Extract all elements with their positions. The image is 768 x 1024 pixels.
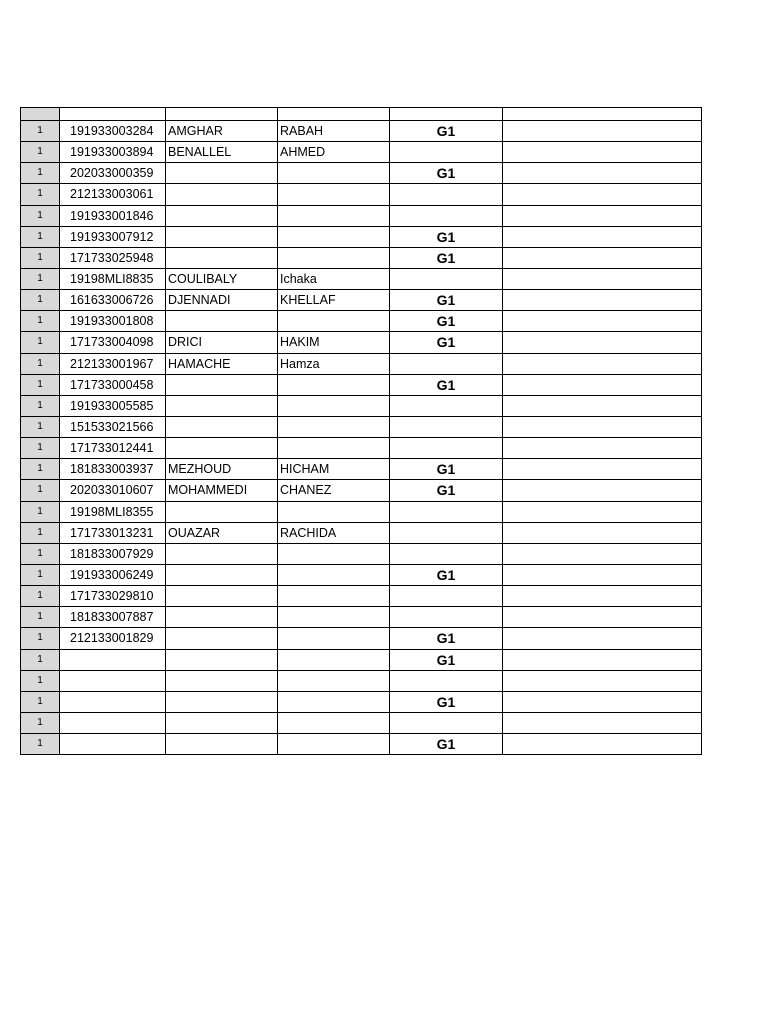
student-id-cell: 191933003284 bbox=[60, 121, 166, 142]
table-row bbox=[21, 459, 702, 480]
last-name-cell bbox=[166, 649, 278, 670]
first-name-cell: RABAH bbox=[278, 121, 390, 142]
row-number-cell: 1 bbox=[21, 543, 60, 564]
table-header-row bbox=[21, 108, 702, 121]
empty-cell bbox=[503, 353, 702, 374]
student-id-cell: 191933001846 bbox=[60, 205, 166, 226]
empty-cell bbox=[503, 142, 702, 163]
group-cell bbox=[390, 712, 503, 733]
group-cell: G1 bbox=[390, 459, 503, 480]
group-cell bbox=[390, 353, 503, 374]
first-name-cell bbox=[278, 438, 390, 459]
first-name-cell: Ichaka bbox=[278, 268, 390, 289]
table-row bbox=[21, 522, 702, 543]
group-cell bbox=[390, 268, 503, 289]
row-number-cell: 1 bbox=[21, 734, 60, 755]
student-id-cell: 181833003937 bbox=[60, 459, 166, 480]
empty-cell bbox=[503, 184, 702, 205]
table-row bbox=[21, 607, 702, 628]
group-cell bbox=[390, 607, 503, 628]
row-number-cell: 1 bbox=[21, 247, 60, 268]
last-name-cell bbox=[166, 438, 278, 459]
last-name-cell: AMGHAR bbox=[166, 121, 278, 142]
student-id-cell: 191933003894 bbox=[60, 142, 166, 163]
last-name-cell: DRICI bbox=[166, 332, 278, 353]
table-row bbox=[21, 226, 702, 247]
empty-cell bbox=[503, 290, 702, 311]
row-number-cell: 1 bbox=[21, 268, 60, 289]
first-name-cell bbox=[278, 734, 390, 755]
row-number-cell: 1 bbox=[21, 586, 60, 607]
first-name-cell bbox=[278, 226, 390, 247]
group-cell: G1 bbox=[390, 290, 503, 311]
empty-cell bbox=[503, 649, 702, 670]
group-cell: G1 bbox=[390, 332, 503, 353]
last-name-cell bbox=[166, 586, 278, 607]
table-row bbox=[21, 670, 702, 691]
group-cell bbox=[390, 543, 503, 564]
student-id-cell: 171733012441 bbox=[60, 438, 166, 459]
first-name-cell bbox=[278, 607, 390, 628]
first-name-cell bbox=[278, 628, 390, 649]
empty-cell bbox=[503, 163, 702, 184]
student-table bbox=[20, 107, 702, 755]
table-row bbox=[21, 586, 702, 607]
group-cell bbox=[390, 142, 503, 163]
student-id-cell: 181833007887 bbox=[60, 607, 166, 628]
first-name-cell bbox=[278, 670, 390, 691]
last-name-cell bbox=[166, 163, 278, 184]
last-name-cell bbox=[166, 226, 278, 247]
group-cell bbox=[390, 416, 503, 437]
last-name-cell bbox=[166, 247, 278, 268]
student-id-cell bbox=[60, 670, 166, 691]
row-number-cell: 1 bbox=[21, 607, 60, 628]
student-id-cell bbox=[60, 734, 166, 755]
last-name-cell: MEZHOUD bbox=[166, 459, 278, 480]
first-name-cell bbox=[278, 395, 390, 416]
row-number-cell: 1 bbox=[21, 395, 60, 416]
row-number-cell: 1 bbox=[21, 480, 60, 501]
last-name-cell: BENALLEL bbox=[166, 142, 278, 163]
table-row bbox=[21, 501, 702, 522]
row-number-cell: 1 bbox=[21, 374, 60, 395]
group-cell bbox=[390, 184, 503, 205]
first-name-cell: HAKIM bbox=[278, 332, 390, 353]
first-name-cell: KHELLAF bbox=[278, 290, 390, 311]
empty-cell bbox=[503, 734, 702, 755]
row-number-cell: 1 bbox=[21, 564, 60, 585]
last-name-cell bbox=[166, 607, 278, 628]
last-name-cell: DJENNADI bbox=[166, 290, 278, 311]
empty-cell bbox=[503, 121, 702, 142]
last-name-cell: OUAZAR bbox=[166, 522, 278, 543]
last-name-cell bbox=[166, 501, 278, 522]
last-name-cell bbox=[166, 395, 278, 416]
table-body bbox=[21, 108, 702, 755]
student-id-cell: 191933006249 bbox=[60, 564, 166, 585]
empty-cell bbox=[503, 438, 702, 459]
last-name-cell bbox=[166, 670, 278, 691]
first-name-cell bbox=[278, 564, 390, 585]
row-number-cell: 1 bbox=[21, 353, 60, 374]
group-cell: G1 bbox=[390, 163, 503, 184]
table-row bbox=[21, 416, 702, 437]
empty-cell bbox=[503, 501, 702, 522]
last-name-cell bbox=[166, 311, 278, 332]
group-cell: G1 bbox=[390, 226, 503, 247]
student-id-cell: 161633006726 bbox=[60, 290, 166, 311]
last-name-cell bbox=[166, 712, 278, 733]
first-name-cell bbox=[278, 205, 390, 226]
empty-cell bbox=[503, 586, 702, 607]
empty-cell bbox=[503, 480, 702, 501]
last-name-cell bbox=[166, 416, 278, 437]
empty-cell bbox=[503, 247, 702, 268]
first-name-cell bbox=[278, 543, 390, 564]
first-name-cell bbox=[278, 163, 390, 184]
table-row bbox=[21, 142, 702, 163]
first-name-cell: AHMED bbox=[278, 142, 390, 163]
first-name-cell bbox=[278, 649, 390, 670]
table-row bbox=[21, 205, 702, 226]
first-name-cell bbox=[278, 374, 390, 395]
group-cell: G1 bbox=[390, 628, 503, 649]
row-number-cell: 1 bbox=[21, 649, 60, 670]
group-cell: G1 bbox=[390, 480, 503, 501]
student-id-cell: 171733000458 bbox=[60, 374, 166, 395]
table-row bbox=[21, 712, 702, 733]
empty-cell bbox=[503, 311, 702, 332]
student-id-cell bbox=[60, 649, 166, 670]
row-number-cell: 1 bbox=[21, 142, 60, 163]
first-name-cell bbox=[278, 311, 390, 332]
first-name-cell: RACHIDA bbox=[278, 522, 390, 543]
group-cell: G1 bbox=[390, 734, 503, 755]
student-id-cell: 19198MLI8355 bbox=[60, 501, 166, 522]
table-row bbox=[21, 480, 702, 501]
student-id-cell: 212133001967 bbox=[60, 353, 166, 374]
empty-cell bbox=[503, 395, 702, 416]
header-cell-extra bbox=[503, 108, 702, 121]
last-name-cell bbox=[166, 734, 278, 755]
last-name-cell: MOHAMMEDI bbox=[166, 480, 278, 501]
table-row bbox=[21, 374, 702, 395]
empty-cell bbox=[503, 268, 702, 289]
group-cell: G1 bbox=[390, 564, 503, 585]
last-name-cell bbox=[166, 564, 278, 585]
empty-cell bbox=[503, 670, 702, 691]
table-row bbox=[21, 290, 702, 311]
group-cell: G1 bbox=[390, 247, 503, 268]
student-id-cell: 191933005585 bbox=[60, 395, 166, 416]
row-number-cell: 1 bbox=[21, 459, 60, 480]
first-name-cell: HICHAM bbox=[278, 459, 390, 480]
last-name-cell bbox=[166, 691, 278, 712]
table-row bbox=[21, 268, 702, 289]
first-name-cell: CHANEZ bbox=[278, 480, 390, 501]
row-number-cell: 1 bbox=[21, 163, 60, 184]
student-id-cell: 19198MLI8835 bbox=[60, 268, 166, 289]
group-cell bbox=[390, 395, 503, 416]
student-id-cell: 171733004098 bbox=[60, 332, 166, 353]
group-cell bbox=[390, 438, 503, 459]
last-name-cell bbox=[166, 205, 278, 226]
row-number-cell: 1 bbox=[21, 332, 60, 353]
first-name-cell bbox=[278, 184, 390, 205]
student-id-cell: 171733029810 bbox=[60, 586, 166, 607]
header-cell-id bbox=[60, 108, 166, 121]
group-cell: G1 bbox=[390, 374, 503, 395]
row-number-cell: 1 bbox=[21, 712, 60, 733]
table-row bbox=[21, 163, 702, 184]
table-row bbox=[21, 628, 702, 649]
table-row bbox=[21, 734, 702, 755]
row-number-cell: 1 bbox=[21, 226, 60, 247]
student-id-cell: 202033000359 bbox=[60, 163, 166, 184]
student-id-cell bbox=[60, 712, 166, 733]
table-row bbox=[21, 121, 702, 142]
student-id-cell: 171733013231 bbox=[60, 522, 166, 543]
row-number-cell: 1 bbox=[21, 522, 60, 543]
empty-cell bbox=[503, 459, 702, 480]
group-cell bbox=[390, 586, 503, 607]
row-number-cell: 1 bbox=[21, 438, 60, 459]
table-row bbox=[21, 438, 702, 459]
row-number-cell: 1 bbox=[21, 501, 60, 522]
empty-cell bbox=[503, 628, 702, 649]
empty-cell bbox=[503, 226, 702, 247]
table-row bbox=[21, 311, 702, 332]
empty-cell bbox=[503, 712, 702, 733]
table-row bbox=[21, 691, 702, 712]
row-number-cell: 1 bbox=[21, 691, 60, 712]
empty-cell bbox=[503, 522, 702, 543]
group-cell bbox=[390, 670, 503, 691]
group-cell: G1 bbox=[390, 311, 503, 332]
empty-cell bbox=[503, 332, 702, 353]
table-row bbox=[21, 564, 702, 585]
group-cell bbox=[390, 205, 503, 226]
table-row bbox=[21, 184, 702, 205]
header-cell-num bbox=[21, 108, 60, 121]
last-name-cell bbox=[166, 628, 278, 649]
first-name-cell bbox=[278, 712, 390, 733]
last-name-cell: COULIBALY bbox=[166, 268, 278, 289]
empty-cell bbox=[503, 691, 702, 712]
empty-cell bbox=[503, 543, 702, 564]
group-cell: G1 bbox=[390, 691, 503, 712]
first-name-cell bbox=[278, 691, 390, 712]
student-id-cell: 191933007912 bbox=[60, 226, 166, 247]
table-row bbox=[21, 649, 702, 670]
empty-cell bbox=[503, 205, 702, 226]
table-row bbox=[21, 247, 702, 268]
first-name-cell bbox=[278, 501, 390, 522]
student-id-cell: 202033010607 bbox=[60, 480, 166, 501]
group-cell: G1 bbox=[390, 121, 503, 142]
row-number-cell: 1 bbox=[21, 628, 60, 649]
last-name-cell: HAMACHE bbox=[166, 353, 278, 374]
student-id-cell: 181833007929 bbox=[60, 543, 166, 564]
student-id-cell: 171733025948 bbox=[60, 247, 166, 268]
group-cell: G1 bbox=[390, 649, 503, 670]
header-cell-nom bbox=[166, 108, 278, 121]
last-name-cell bbox=[166, 374, 278, 395]
student-id-cell: 191933001808 bbox=[60, 311, 166, 332]
first-name-cell bbox=[278, 247, 390, 268]
empty-cell bbox=[503, 374, 702, 395]
first-name-cell: Hamza bbox=[278, 353, 390, 374]
header-cell-prenom bbox=[278, 108, 390, 121]
table-row bbox=[21, 395, 702, 416]
first-name-cell bbox=[278, 586, 390, 607]
group-cell bbox=[390, 522, 503, 543]
row-number-cell: 1 bbox=[21, 670, 60, 691]
group-cell bbox=[390, 501, 503, 522]
row-number-cell: 1 bbox=[21, 311, 60, 332]
student-id-cell: 212133001829 bbox=[60, 628, 166, 649]
student-id-cell: 151533021566 bbox=[60, 416, 166, 437]
student-id-cell: 212133003061 bbox=[60, 184, 166, 205]
first-name-cell bbox=[278, 416, 390, 437]
header-cell-groupe bbox=[390, 108, 503, 121]
table-row bbox=[21, 353, 702, 374]
empty-cell bbox=[503, 607, 702, 628]
row-number-cell: 1 bbox=[21, 290, 60, 311]
empty-cell bbox=[503, 564, 702, 585]
student-id-cell bbox=[60, 691, 166, 712]
last-name-cell bbox=[166, 184, 278, 205]
table-row bbox=[21, 543, 702, 564]
row-number-cell: 1 bbox=[21, 184, 60, 205]
row-number-cell: 1 bbox=[21, 121, 60, 142]
last-name-cell bbox=[166, 543, 278, 564]
table-row bbox=[21, 332, 702, 353]
row-number-cell: 1 bbox=[21, 205, 60, 226]
empty-cell bbox=[503, 416, 702, 437]
row-number-cell: 1 bbox=[21, 416, 60, 437]
